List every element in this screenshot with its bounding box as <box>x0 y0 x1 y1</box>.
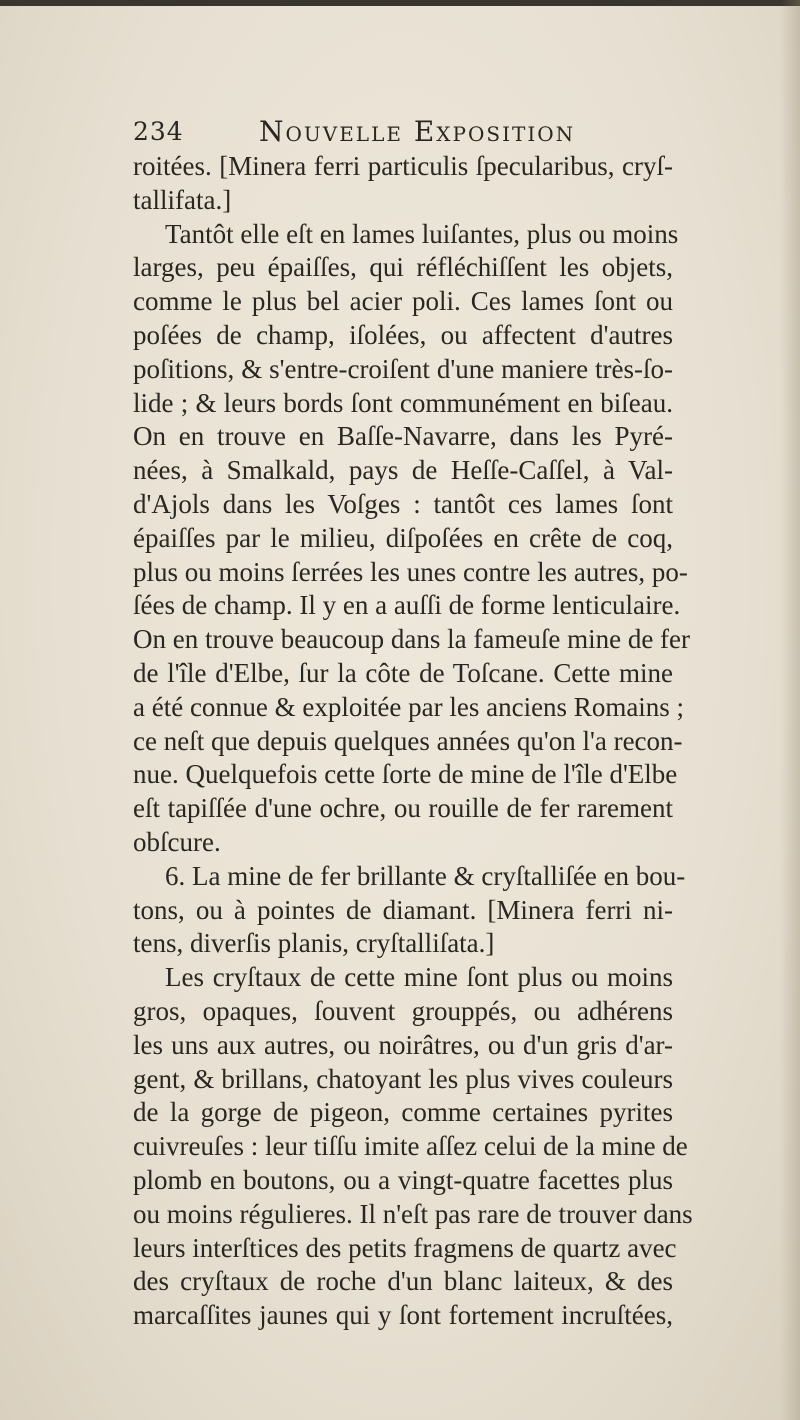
text-line: nées, à Smalkald, pays de Heſſe-Caſſel, à Val- <box>133 455 673 486</box>
running-title: Nouvelle Exposition <box>259 115 576 148</box>
text-line: comme le plus bel acier poli. Ces lames ſont ou <box>133 286 673 317</box>
text-line: plomb en boutons, ou a vingt-quatre facettes plus <box>133 1164 673 1195</box>
top-border <box>0 0 800 6</box>
text-line: poſitions, & s'entre-croiſent d'une maniere très-ſo- <box>133 353 673 384</box>
text-line: ſées de champ. Il y en a auſſi de forme lenticulaire. <box>133 590 681 621</box>
text-line: de l'île d'Elbe, ſur la côte de Toſcane. Cette mine <box>133 657 673 688</box>
text-line: épaiſſes par le milieu, diſpoſées en crête de coq, <box>133 522 673 553</box>
text-line: eſt tapiſſée d'une ochre, ou rouille de fer rarement <box>133 793 673 824</box>
text-line: obſcure. <box>133 826 221 857</box>
text-line: leurs interſtices des petits fragmens de quartz avec <box>133 1232 677 1263</box>
text-line: plus ou moins ſerrées les unes contre les autres, po- <box>133 556 688 587</box>
page-number: 234 <box>133 117 184 146</box>
text-line: gent, & brillans, chatoyant les plus vives couleurs <box>133 1063 673 1094</box>
text-line: cuivreuſes : leur tiſſu imite aſſez celui de la mine de <box>133 1131 688 1162</box>
text-line: gros, opaques, ſouvent grouppés, ou adhérens <box>133 995 673 1026</box>
text-line: de la gorge de pigeon, comme certaines pyrites <box>133 1097 673 1128</box>
text-line: On en trouve beaucoup dans la fameuſe mine de fer <box>133 624 691 655</box>
text-line: les uns aux autres, ou noirâtres, ou d'un gris d'ar- <box>133 1029 673 1060</box>
text-line: d'Ajols dans les Voſges : tantôt ces lames ſont <box>133 488 673 519</box>
text-line: Les cryſtaux de cette mine ſont plus ou moins <box>165 962 673 993</box>
text-line: marcaſſites jaunes qui y ſont fortement incruſtées, <box>133 1300 673 1331</box>
page-edge-shadow <box>780 0 800 1420</box>
text-line: larges, peu épaiſſes, qui réfléchiſſent les objets, <box>133 252 673 283</box>
text-line: a été connue & exploitée par les anciens Romains ; <box>133 691 685 722</box>
text-line: On en trouve en Baſſe-Navarre, dans les Pyré- <box>133 421 673 452</box>
body-text <box>133 150 693 1333</box>
page-header <box>133 112 673 152</box>
text-line: poſées de champ, iſolées, ou affectent d'autres <box>133 319 673 350</box>
text-line: ou moins régulieres. Il n'eſt pas rare de trouver dans <box>133 1198 693 1229</box>
text-line: Tantôt elle eſt en lames luiſantes, plus ou moins <box>165 218 679 249</box>
text-line: ce neſt que depuis quelques années qu'on l'a recon- <box>133 725 683 756</box>
text-line: 6. La mine de fer brillante & cryſtalliſée en bou- <box>165 860 686 891</box>
text-line: lide ; & leurs bords ſont communément en biſeau. <box>133 387 673 418</box>
text-line: tallifata.] <box>133 184 232 215</box>
text-line: nue. Quelquefois cette ſorte de mine de l'île d'Elbe <box>133 759 678 790</box>
text-line: tons, ou à pointes de diamant. [Minera ferri ni- <box>133 894 673 925</box>
text-line: tens, diverſis planis, cryſtalliſata.] <box>133 928 495 959</box>
text-line: des cryſtaux de roche d'un blanc laiteux, & des <box>133 1266 673 1297</box>
text-line: roitées. [Minera ferri particulis ſpecularibus, cryſ- <box>133 151 673 181</box>
